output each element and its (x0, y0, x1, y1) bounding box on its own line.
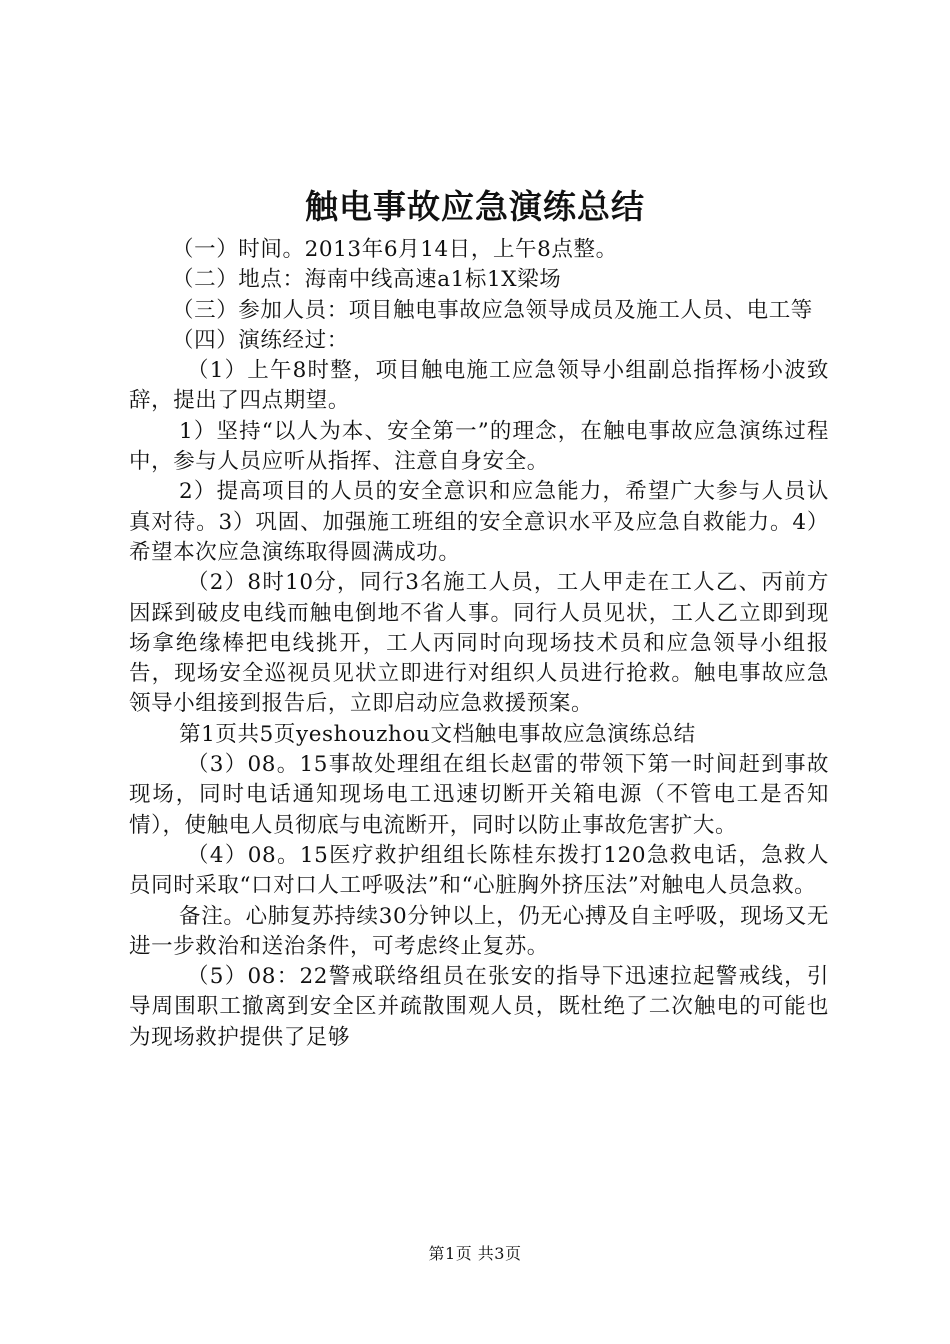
paragraph-step-4: （4）08。15医疗救护组组长陈桂东拨打120急救电话，急救人员同时采取“口对口人工呼吸法”和“心脏胸外挤压法”对触电人员急救。 (129, 842, 829, 899)
paragraph-note: 备注。心肺复苏持续30分钟以上，仍无心搏及自主呼吸，现场又无进一步救治和送治条件，可考虑终止复苏。 (129, 903, 829, 959)
paragraph-location: （二）地点：海南中线高速a1标1X梁场 (172, 267, 562, 293)
paragraph-expectation-2-4: 2）提高项目的人员的安全意识和应急能力，希望广大参与人员认真对待。3）巩固、加强施工班组的安全意识水平及应急自救能力。4）希望本次应急演练取得圆满成功。 (129, 479, 829, 565)
paragraph-participants: （三）参加人员：项目触电事故应急领导成员及施工人员、电工等 (172, 297, 813, 323)
document-body (129, 235, 829, 1053)
paragraph-step-3: （3）08。15事故处理组在组长赵雷的带领下第一时间赶到事故现场，同时电话通知现场电工迅速切断开关箱电源（不管电工是否知情），使触电人员彻底与电流断开，同时以防止事故危害扩大。 (129, 752, 829, 838)
paragraph-drill-process-heading: （四）演练经过： (172, 327, 349, 353)
document-title: 触电事故应急演练总结 (305, 187, 645, 226)
page-footer: 第1页 共3页 (428, 1244, 522, 1263)
paragraph-step-1: （1）上午8时整，项目触电施工应急领导小组副总指挥杨小波致辞，提出了四点期望。 (129, 358, 829, 414)
paragraph-step-2: （2）8时10分，同行3名施工人员，工人甲走在工人乙、丙前方因踩到破皮电线而触电倒地不省人事。同行人员见状，工人乙立即到现场拿绝缘棒把电线挑开，工人丙同时向现场技术员和应急领导小组报告，现场安全巡视员见状立即进行对组织人员进行抢救。触电事故应急领导小组接到报告后，立即启动应急救援预案。 (129, 570, 829, 717)
paragraph-expectation-1: 1）坚持“以人为本、安全第一”的理念，在触电事故应急演练过程中，参与人员应听从指挥、注意自身安全。 (129, 418, 829, 475)
paragraph-inline-page-marker: 第1页共5页yeshouzhou文档触电事故应急演练总结 (179, 721, 696, 747)
paragraph-time: （一）时间。2013年6月14日，上午8点整。 (172, 237, 618, 262)
paragraph-step-5: （5）08：22警戒联络组员在张安的指导下迅速拉起警戒线，引导周围职工撤离到安全区并疏散围观人员，既杜绝了二次触电的可能也为现场救护提供了足够 (129, 964, 829, 1050)
